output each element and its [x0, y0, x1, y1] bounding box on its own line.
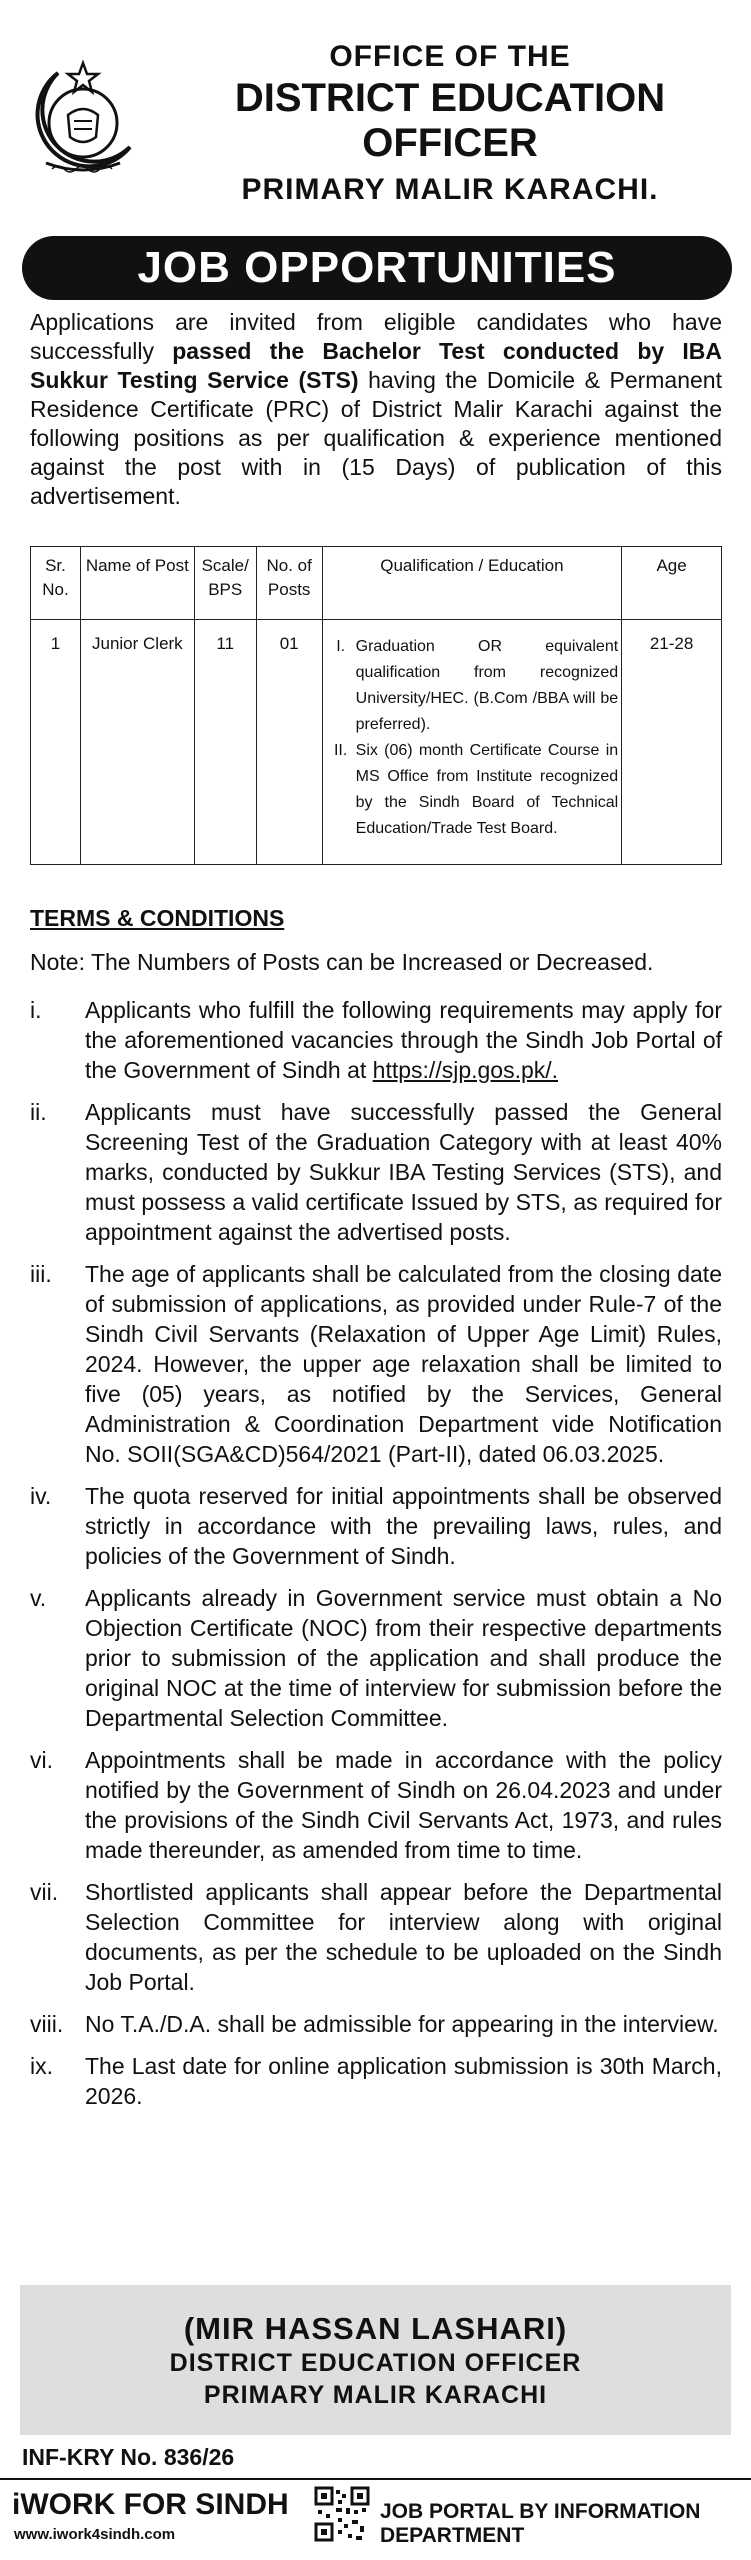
intro-bold-text: passed the Bachelor Test conducted by IBA Sukkur Testing Service (STS)	[30, 338, 722, 393]
footer-brand: iWORK FOR SINDH	[12, 2488, 289, 2521]
qualification-num: I.	[336, 638, 346, 655]
term-num: vii.	[30, 1879, 59, 1905]
term-num: ix.	[30, 2053, 53, 2079]
footer-portal-text: JOB PORTAL BY INFORMATION DEPARTMENT	[380, 2500, 701, 2547]
col-header-bps: Scale/ BPS	[194, 547, 256, 620]
cell-posts: 01	[256, 620, 322, 865]
terms-heading: TERMS & CONDITIONS	[30, 905, 285, 931]
intro-paragraph	[30, 308, 722, 511]
term-num: iii.	[30, 1261, 52, 1287]
col-header-posts: No. of Posts	[256, 547, 322, 620]
header-line-1: OFFICE OF THE	[329, 40, 571, 73]
term-item	[30, 995, 722, 1085]
term-text: The quota reserved for initial appointments shall be observed strictly in accordance with the prevailing laws, rules, and policies of the Government of Sindh.	[85, 1483, 722, 1569]
note-text: Note: The Numbers of Posts can be Increased or Decreased.	[30, 949, 654, 975]
officer-place: PRIMARY MALIR KARACHI	[203, 2381, 548, 2409]
officer-name: (MIR HASSAN LASHARI)	[183, 2311, 568, 2346]
signature-block	[20, 2285, 731, 2435]
intro-text-1: Applications are invited from eligible candidates who have successfully	[30, 309, 722, 364]
term-text-body: Applicants who fulfill the following requirements may apply for the aforementioned vacancies through the Sindh Job Portal of the Government of Sindh at	[85, 997, 722, 1083]
cell-post: Junior Clerk	[80, 620, 194, 865]
header-line-4: PRIMARY MALIR KARACHI.	[241, 173, 659, 206]
term-text: Appointments shall be made in accordance with the policy notified by the Government of Sindh on 26.04.2023 and under the provisions of the Sindh Civil Servants Act, 1973, and rules made thereunder, as amended from time to time.	[85, 1747, 722, 1863]
term-item	[30, 2051, 722, 2111]
reference-number: INF-KRY No. 836/26	[22, 2444, 235, 2470]
office-header	[170, 38, 730, 210]
term-num: ii.	[30, 1099, 47, 1125]
term-item	[30, 2009, 722, 2039]
term-num: iv.	[30, 1483, 52, 1509]
cell-qualification	[322, 620, 622, 865]
term-item	[30, 1481, 722, 1571]
term-text: Applicants must have successfully passed the General Screening Test of the Graduation Category with at least 40% marks, conducted by Sukkur IBA Testing Services (STS), and must possess a valid certificate Issued by STS, as required for appointment against the advertised posts.	[85, 1099, 722, 1245]
cell-bps: 11	[194, 620, 256, 865]
term-item	[30, 1259, 722, 1469]
sjp-portal-link[interactable]: https://sjp.gos.pk/.	[372, 1057, 559, 1083]
term-text: The Last date for online application submission is 30th March, 2026.	[85, 2053, 722, 2109]
qr-code-icon	[314, 2486, 370, 2542]
term-num: v.	[30, 1585, 47, 1611]
sindh-government-logo	[18, 55, 148, 185]
qualification-num: II.	[333, 742, 348, 759]
job-opportunities-banner: JOB OPPORTUNITIES	[22, 236, 732, 300]
qualification-item	[326, 738, 619, 842]
qualification-text: Six (06) month Certificate Course in MS Office from Institute recognized by the Sindh Board of Technical Education/Trade Test Board.	[355, 742, 619, 837]
term-text: Shortlisted applicants shall appear before the Departmental Selection Committee for interview along with original documents, as per the schedule to be uploaded on the Sindh Job Portal.	[85, 1879, 722, 1995]
qualification-item	[326, 634, 619, 738]
col-header-age: Age	[622, 547, 722, 620]
intro-text-2: having the Domicile & Permanent Residence Certificate (PRC) of District Malir Karachi against the following positions as per qualification & experience mentioned against the post with in (15 Days) of publication of this advertisement.	[30, 367, 722, 509]
header-line-3: OFFICER	[362, 121, 538, 165]
term-text: Applicants already in Government service must obtain a No Objection Certificate (NOC) from their respective departments prior to submission of the application and shall produce the original NOC at the time of interview for submission before the Departmental Selection Committee.	[85, 1585, 722, 1731]
cell-age: 21-28	[622, 620, 722, 865]
term-text	[85, 995, 722, 1085]
term-text: No T.A./D.A. shall be admissible for appearing in the interview.	[85, 2011, 719, 2037]
col-header-qualification: Qualification / Education	[322, 547, 622, 620]
table-row	[31, 620, 722, 865]
footer-website[interactable]: www.iwork4sindh.com	[14, 2526, 176, 2543]
term-item	[30, 1745, 722, 1865]
term-num: i.	[30, 997, 42, 1023]
col-header-post: Name of Post	[80, 547, 194, 620]
qualification-text: Graduation OR equivalent qualification from recognized University/HEC. (B.Com /BBA will be preferred).	[355, 638, 619, 733]
term-item	[30, 1097, 722, 1247]
term-item	[30, 1877, 722, 1997]
cell-sr: 1	[31, 620, 81, 865]
term-num: vi.	[30, 1747, 53, 1773]
table-header-row	[31, 547, 722, 620]
header-line-2: DISTRICT EDUCATION	[234, 76, 666, 120]
col-header-sr: Sr. No.	[31, 547, 81, 620]
footer	[0, 2480, 751, 2560]
terms-list	[30, 995, 722, 2123]
officer-title: DISTRICT EDUCATION OFFICER	[169, 2349, 582, 2377]
term-item	[30, 1583, 722, 1733]
posts-table	[30, 546, 722, 865]
term-num: viii.	[30, 2011, 64, 2037]
term-text: The age of applicants shall be calculated from the closing date of submission of applications, as provided under Rule-7 of the Sindh Civil Servants (Relaxation of Upper Age Limit) Rules, 2024. However, the upper age relaxation shall be limited to five (05) years, as notified by the Services, General Administration & Coordination Department vide Notification No. SOII(SGA&CD)564/2021 (Part-II), dated 06.03.2025.	[85, 1261, 722, 1467]
